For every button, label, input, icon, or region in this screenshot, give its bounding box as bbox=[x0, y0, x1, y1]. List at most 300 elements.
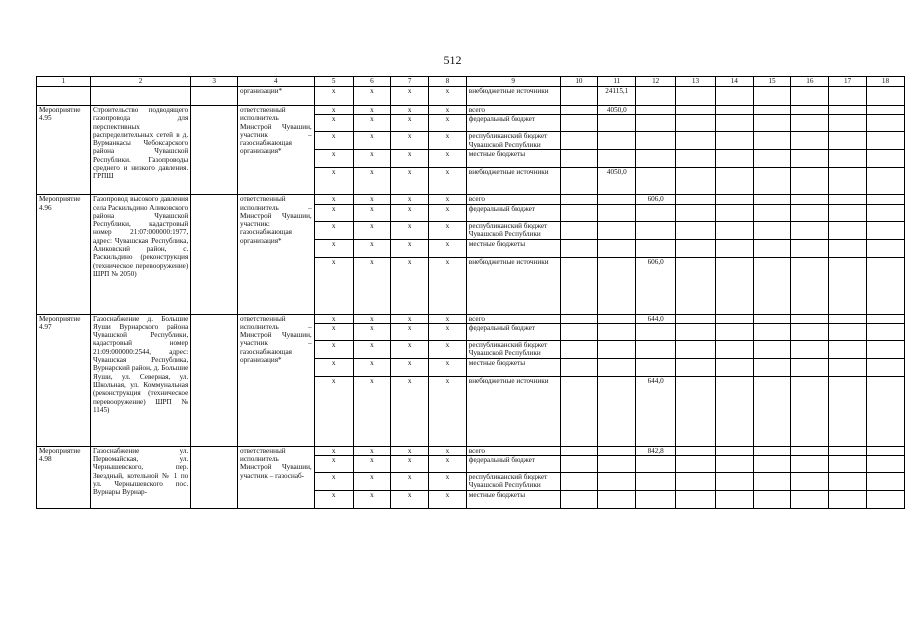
value-cell bbox=[598, 150, 636, 168]
value-cell bbox=[715, 239, 753, 257]
measure-id-cell: Мероприятие 4.95 bbox=[37, 106, 91, 195]
column-header: 9 bbox=[466, 77, 560, 87]
value-cell bbox=[560, 87, 598, 106]
value-cell bbox=[636, 340, 676, 358]
value-cell: 4050,0 bbox=[598, 168, 636, 195]
value-cell bbox=[560, 257, 598, 314]
measure-subrow bbox=[37, 314, 905, 323]
x-mark: x bbox=[429, 204, 467, 221]
value-cell: 606,0 bbox=[636, 257, 676, 314]
x-mark: x bbox=[314, 376, 353, 446]
program-table bbox=[36, 76, 905, 509]
fin-source-cell: федеральный бюджет bbox=[466, 115, 560, 132]
x-mark: x bbox=[429, 491, 467, 509]
x-mark: x bbox=[314, 239, 353, 257]
measure-subrow bbox=[37, 106, 905, 115]
value-cell bbox=[753, 358, 791, 376]
x-mark: x bbox=[353, 314, 391, 323]
x-mark: x bbox=[353, 87, 391, 106]
value-cell bbox=[560, 491, 598, 509]
measure-id-cell: Мероприятие 4.97 bbox=[37, 314, 91, 446]
value-cell bbox=[598, 195, 636, 204]
x-mark: x bbox=[391, 168, 429, 195]
x-mark: x bbox=[391, 446, 429, 455]
fin-source-cell: внебюджетные источники bbox=[466, 376, 560, 446]
x-mark: x bbox=[314, 456, 353, 473]
value-cell bbox=[676, 491, 716, 509]
x-mark: x bbox=[314, 221, 353, 239]
description-cell bbox=[90, 87, 190, 106]
fin-source-cell: внебюджетные источники bbox=[466, 257, 560, 314]
value-cell bbox=[753, 257, 791, 314]
value-cell bbox=[676, 257, 716, 314]
value-cell bbox=[829, 195, 867, 204]
value-cell bbox=[598, 132, 636, 150]
x-mark: x bbox=[429, 473, 467, 491]
value-cell bbox=[676, 221, 716, 239]
x-mark: x bbox=[314, 132, 353, 150]
value-cell bbox=[829, 132, 867, 150]
x-mark: x bbox=[429, 340, 467, 358]
value-cell bbox=[715, 446, 753, 455]
x-mark: x bbox=[391, 358, 429, 376]
value-cell bbox=[753, 132, 791, 150]
x-mark: x bbox=[429, 358, 467, 376]
value-cell bbox=[676, 376, 716, 446]
x-mark: x bbox=[314, 204, 353, 221]
value-cell bbox=[829, 376, 867, 446]
x-mark: x bbox=[429, 168, 467, 195]
value-cell bbox=[867, 132, 905, 150]
value-cell bbox=[598, 257, 636, 314]
value-cell bbox=[598, 314, 636, 323]
value-cell bbox=[829, 473, 867, 491]
column-header: 7 bbox=[391, 77, 429, 87]
value-cell bbox=[715, 115, 753, 132]
value-cell bbox=[636, 115, 676, 132]
value-cell bbox=[753, 221, 791, 239]
value-cell bbox=[753, 115, 791, 132]
value-cell bbox=[753, 87, 791, 106]
x-mark: x bbox=[429, 239, 467, 257]
value-cell bbox=[829, 491, 867, 509]
value-cell bbox=[791, 239, 829, 257]
value-cell bbox=[560, 239, 598, 257]
value-cell bbox=[715, 204, 753, 221]
header-row bbox=[37, 77, 905, 87]
value-cell bbox=[598, 204, 636, 221]
value-cell bbox=[753, 473, 791, 491]
value-cell bbox=[598, 115, 636, 132]
x-mark: x bbox=[391, 239, 429, 257]
column-header: 13 bbox=[676, 77, 716, 87]
fin-source-cell: местные бюджеты bbox=[466, 491, 560, 509]
x-mark: x bbox=[391, 204, 429, 221]
value-cell bbox=[867, 491, 905, 509]
value-cell bbox=[791, 314, 829, 323]
x-mark: x bbox=[314, 340, 353, 358]
value-cell bbox=[829, 221, 867, 239]
value-cell bbox=[867, 358, 905, 376]
x-mark: x bbox=[391, 221, 429, 239]
x-mark: x bbox=[314, 150, 353, 168]
column-header: 16 bbox=[791, 77, 829, 87]
value-cell bbox=[829, 358, 867, 376]
value-cell bbox=[676, 473, 716, 491]
value-cell bbox=[867, 456, 905, 473]
value-cell bbox=[791, 323, 829, 340]
column-header: 2 bbox=[90, 77, 190, 87]
column-header: 10 bbox=[560, 77, 598, 87]
x-mark: x bbox=[391, 340, 429, 358]
column-header: 12 bbox=[636, 77, 676, 87]
value-cell bbox=[560, 323, 598, 340]
fin-source-cell: всего bbox=[466, 106, 560, 115]
value-cell bbox=[791, 204, 829, 221]
value-cell bbox=[791, 115, 829, 132]
value-cell bbox=[791, 150, 829, 168]
value-cell bbox=[715, 106, 753, 115]
value-cell bbox=[560, 150, 598, 168]
value-cell bbox=[676, 340, 716, 358]
value-cell bbox=[676, 204, 716, 221]
value-cell bbox=[791, 473, 829, 491]
x-mark: x bbox=[353, 491, 391, 509]
value-cell bbox=[636, 358, 676, 376]
x-mark: x bbox=[353, 340, 391, 358]
x-mark: x bbox=[391, 376, 429, 446]
measure-subrow bbox=[37, 195, 905, 204]
fin-source-cell: федеральный бюджет bbox=[466, 323, 560, 340]
x-mark: x bbox=[353, 106, 391, 115]
value-cell bbox=[560, 106, 598, 115]
fin-source-cell: федеральный бюджет bbox=[466, 204, 560, 221]
executor-cell: ответственный исполнитель – Минстрой Чувашии, участник: газоснабжающая организация* bbox=[237, 195, 314, 314]
description-cell: Строительство подводящего газопровода для перспективных распределительных сетей в д. Вурманкасы Чебоксарского района Чувашской Республики. Газопроводы среднего и низкого давления. ГРПШ bbox=[90, 106, 190, 195]
value-cell: 644,0 bbox=[636, 314, 676, 323]
value-cell bbox=[715, 87, 753, 106]
fin-source-cell: всего bbox=[466, 314, 560, 323]
value-cell: 4050,0 bbox=[598, 106, 636, 115]
value-cell bbox=[829, 446, 867, 455]
value-cell bbox=[867, 473, 905, 491]
x-mark: x bbox=[429, 323, 467, 340]
x-mark: x bbox=[314, 257, 353, 314]
value-cell bbox=[791, 456, 829, 473]
value-cell bbox=[829, 115, 867, 132]
value-cell bbox=[676, 87, 716, 106]
value-cell bbox=[598, 323, 636, 340]
value-cell bbox=[560, 456, 598, 473]
value-cell bbox=[676, 323, 716, 340]
empty-cell bbox=[191, 106, 238, 195]
x-mark: x bbox=[353, 323, 391, 340]
value-cell bbox=[829, 323, 867, 340]
value-cell bbox=[676, 168, 716, 195]
value-cell: 644,0 bbox=[636, 376, 676, 446]
value-cell bbox=[753, 491, 791, 509]
fin-source-cell: внебюджетные источники bbox=[466, 87, 560, 106]
fin-source-cell: всего bbox=[466, 195, 560, 204]
value-cell bbox=[715, 195, 753, 204]
value-cell bbox=[560, 195, 598, 204]
value-cell bbox=[867, 195, 905, 204]
value-cell bbox=[867, 446, 905, 455]
x-mark: x bbox=[429, 257, 467, 314]
value-cell bbox=[676, 446, 716, 455]
description-cell: Газоснабжение д. Большие Яуши Вурнарского района Чувашской Республики, кадастровый номер 21:09:000000:2544, адрес: Чувашская Республика, Вурнарский район, д. Большие Яуши, ул. Северная, ул. Школьная, ул. Коммунальная (реконструкция (техническое перевооружение) ШРП № 1145) bbox=[90, 314, 190, 446]
value-cell bbox=[753, 106, 791, 115]
value-cell: 842,8 bbox=[636, 446, 676, 455]
value-cell bbox=[560, 115, 598, 132]
value-cell bbox=[560, 473, 598, 491]
measure-id-cell bbox=[37, 87, 91, 106]
value-cell bbox=[676, 358, 716, 376]
column-header: 15 bbox=[753, 77, 791, 87]
value-cell bbox=[636, 221, 676, 239]
value-cell bbox=[636, 456, 676, 473]
value-cell bbox=[598, 358, 636, 376]
measure-subrow bbox=[37, 446, 905, 455]
value-cell bbox=[867, 257, 905, 314]
value-cell bbox=[791, 376, 829, 446]
column-header: 14 bbox=[715, 77, 753, 87]
x-mark: x bbox=[429, 106, 467, 115]
value-cell bbox=[636, 87, 676, 106]
x-mark: x bbox=[429, 87, 467, 106]
value-cell: 24115,1 bbox=[598, 87, 636, 106]
x-mark: x bbox=[391, 323, 429, 340]
value-cell bbox=[636, 491, 676, 509]
x-mark: x bbox=[314, 446, 353, 455]
value-cell bbox=[829, 314, 867, 323]
x-mark: x bbox=[314, 87, 353, 106]
column-header: 3 bbox=[191, 77, 238, 87]
value-cell bbox=[636, 473, 676, 491]
x-mark: x bbox=[353, 204, 391, 221]
value-cell bbox=[676, 132, 716, 150]
value-cell bbox=[715, 491, 753, 509]
x-mark: x bbox=[429, 456, 467, 473]
value-cell bbox=[598, 491, 636, 509]
value-cell bbox=[829, 150, 867, 168]
executor-cell: ответственный исполнитель Минстрой Чувашии, участник – газоснаб- bbox=[237, 446, 314, 508]
value-cell bbox=[560, 314, 598, 323]
x-mark: x bbox=[429, 376, 467, 446]
value-cell bbox=[676, 239, 716, 257]
value-cell bbox=[676, 150, 716, 168]
fin-source-cell: местные бюджеты bbox=[466, 150, 560, 168]
value-cell bbox=[753, 323, 791, 340]
value-cell bbox=[867, 106, 905, 115]
value-cell bbox=[560, 340, 598, 358]
x-mark: x bbox=[353, 221, 391, 239]
fin-source-cell: республиканский бюджет Чувашской Республики bbox=[466, 221, 560, 239]
value-cell bbox=[829, 87, 867, 106]
value-cell bbox=[598, 446, 636, 455]
x-mark: x bbox=[429, 115, 467, 132]
value-cell bbox=[829, 456, 867, 473]
value-cell bbox=[829, 239, 867, 257]
x-mark: x bbox=[353, 473, 391, 491]
value-cell bbox=[560, 204, 598, 221]
x-mark: x bbox=[391, 456, 429, 473]
x-mark: x bbox=[314, 195, 353, 204]
value-cell bbox=[791, 132, 829, 150]
value-cell bbox=[867, 115, 905, 132]
description-cell: Газоснабжение ул. Первомайская, ул. Чернышевского, пер. Звездный, котельной № 1 по ул. Чернышевского пос. Вурнары Вурнар- bbox=[90, 446, 190, 508]
x-mark: x bbox=[353, 168, 391, 195]
fin-source-cell: республиканский бюджет Чувашской Республики bbox=[466, 132, 560, 150]
value-cell bbox=[867, 204, 905, 221]
column-header: 6 bbox=[353, 77, 391, 87]
value-cell bbox=[791, 358, 829, 376]
value-cell bbox=[715, 340, 753, 358]
value-cell bbox=[636, 204, 676, 221]
value-cell bbox=[598, 473, 636, 491]
fin-source-cell: республиканский бюджет Чувашской Республики bbox=[466, 340, 560, 358]
value-cell bbox=[560, 376, 598, 446]
value-cell bbox=[715, 150, 753, 168]
value-cell bbox=[867, 239, 905, 257]
value-cell bbox=[636, 239, 676, 257]
fin-source-cell: местные бюджеты bbox=[466, 358, 560, 376]
x-mark: x bbox=[353, 115, 391, 132]
value-cell bbox=[560, 446, 598, 455]
empty-cell bbox=[191, 446, 238, 508]
x-mark: x bbox=[391, 314, 429, 323]
x-mark: x bbox=[353, 132, 391, 150]
x-mark: x bbox=[314, 168, 353, 195]
x-mark: x bbox=[429, 195, 467, 204]
value-cell bbox=[791, 168, 829, 195]
x-mark: x bbox=[353, 358, 391, 376]
x-mark: x bbox=[391, 257, 429, 314]
value-cell bbox=[867, 150, 905, 168]
value-cell bbox=[560, 358, 598, 376]
x-mark: x bbox=[391, 87, 429, 106]
value-cell bbox=[676, 115, 716, 132]
value-cell bbox=[636, 168, 676, 195]
x-mark: x bbox=[314, 314, 353, 323]
value-cell bbox=[753, 150, 791, 168]
value-cell bbox=[715, 376, 753, 446]
value-cell bbox=[753, 168, 791, 195]
x-mark: x bbox=[391, 106, 429, 115]
x-mark: x bbox=[391, 132, 429, 150]
x-mark: x bbox=[314, 358, 353, 376]
x-mark: x bbox=[429, 314, 467, 323]
x-mark: x bbox=[391, 491, 429, 509]
value-cell bbox=[715, 358, 753, 376]
x-mark: x bbox=[353, 376, 391, 446]
value-cell bbox=[676, 314, 716, 323]
value-cell: 606,0 bbox=[636, 195, 676, 204]
value-cell bbox=[636, 150, 676, 168]
value-cell bbox=[676, 195, 716, 204]
column-header: 18 bbox=[867, 77, 905, 87]
empty-cell bbox=[191, 195, 238, 314]
x-mark: x bbox=[353, 195, 391, 204]
value-cell bbox=[829, 106, 867, 115]
x-mark: x bbox=[353, 239, 391, 257]
value-cell bbox=[867, 221, 905, 239]
x-mark: x bbox=[391, 150, 429, 168]
x-mark: x bbox=[429, 221, 467, 239]
x-mark: x bbox=[314, 106, 353, 115]
value-cell bbox=[791, 221, 829, 239]
value-cell bbox=[791, 491, 829, 509]
empty-cell bbox=[191, 87, 238, 106]
value-cell bbox=[676, 106, 716, 115]
value-cell bbox=[867, 87, 905, 106]
value-cell bbox=[829, 340, 867, 358]
fin-source-cell: федеральный бюджет bbox=[466, 456, 560, 473]
column-header: 1 bbox=[37, 77, 91, 87]
measure-id-cell: Мероприятие 4.96 bbox=[37, 195, 91, 314]
x-mark: x bbox=[429, 446, 467, 455]
value-cell bbox=[636, 323, 676, 340]
x-mark: x bbox=[391, 115, 429, 132]
value-cell bbox=[715, 323, 753, 340]
value-cell bbox=[753, 446, 791, 455]
value-cell bbox=[867, 168, 905, 195]
x-mark: x bbox=[391, 473, 429, 491]
column-header: 11 bbox=[598, 77, 636, 87]
value-cell bbox=[598, 376, 636, 446]
value-cell bbox=[753, 376, 791, 446]
value-cell bbox=[791, 87, 829, 106]
column-header: 5 bbox=[314, 77, 353, 87]
value-cell bbox=[867, 314, 905, 323]
page-number: 512 bbox=[443, 53, 462, 67]
description-cell: Газопровод высокого давления села Раскильдино Аликовского района Чувашской Республики, кадастровый номер 21:07:000000:1977, адрес: Чувашская Республика, Аликовский район, с. Раскильдино (реконструкция (техническое перевооружение) ШРП № 2050) bbox=[90, 195, 190, 314]
value-cell bbox=[598, 340, 636, 358]
value-cell bbox=[829, 168, 867, 195]
value-cell bbox=[867, 340, 905, 358]
value-cell bbox=[753, 456, 791, 473]
value-cell bbox=[636, 106, 676, 115]
value-cell bbox=[829, 204, 867, 221]
empty-cell bbox=[191, 314, 238, 446]
x-mark: x bbox=[314, 491, 353, 509]
x-mark: x bbox=[314, 115, 353, 132]
x-mark: x bbox=[429, 150, 467, 168]
value-cell bbox=[636, 132, 676, 150]
value-cell bbox=[598, 221, 636, 239]
x-mark: x bbox=[429, 132, 467, 150]
value-cell bbox=[560, 132, 598, 150]
value-cell bbox=[791, 106, 829, 115]
value-cell bbox=[753, 195, 791, 204]
value-cell bbox=[560, 168, 598, 195]
value-cell bbox=[676, 456, 716, 473]
value-cell bbox=[753, 204, 791, 221]
value-cell bbox=[715, 221, 753, 239]
fin-source-cell: всего bbox=[466, 446, 560, 455]
value-cell bbox=[715, 257, 753, 314]
value-cell bbox=[867, 323, 905, 340]
column-header: 17 bbox=[829, 77, 867, 87]
column-header: 4 bbox=[237, 77, 314, 87]
value-cell bbox=[715, 314, 753, 323]
x-mark: x bbox=[353, 257, 391, 314]
value-cell bbox=[753, 239, 791, 257]
x-mark: x bbox=[314, 323, 353, 340]
executor-cell: ответственный исполнитель – Минстрой Чувашии, участник – газоснабжающая организация* bbox=[237, 314, 314, 446]
value-cell bbox=[791, 257, 829, 314]
value-cell bbox=[829, 257, 867, 314]
